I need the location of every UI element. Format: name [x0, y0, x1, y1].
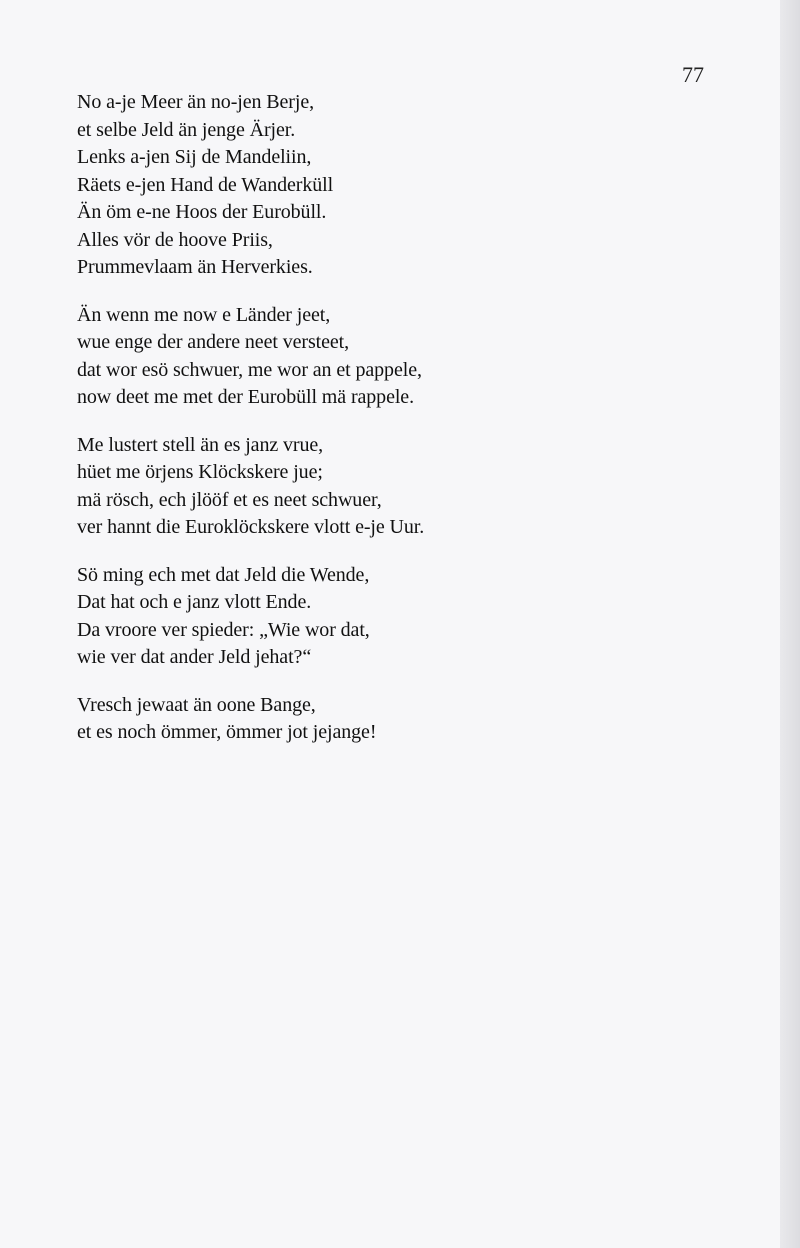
poem-line: et selbe Jeld än jenge Ärjer.: [77, 118, 296, 141]
poem-line: Än öm e-ne Hoos der Eurobüll.: [77, 201, 327, 223]
stanza: [77, 562, 717, 672]
poem-line: Sö ming ech met dat Jeld die Wende,: [77, 563, 370, 586]
poem-line: Me lustert stell än es janz vrue,: [77, 433, 324, 456]
poem-line: now deet me met der Eurobüll mä rappele.: [77, 386, 414, 408]
poem-line: Prummevlaam än Herverkies.: [77, 256, 313, 278]
poem-line: Lenks a-jen Sij de Mandeliin,: [77, 146, 312, 168]
poem-line: wue enge der andere neet versteet,: [77, 331, 350, 353]
poem-line: No a-je Meer än no-jen Berje,: [77, 91, 314, 113]
poem-line: Da vroore ver spieder: „Wie wor dat,: [77, 618, 370, 641]
poem-line: ver hannt die Euroklöckskere vlott e-je Uur.: [77, 516, 425, 538]
poem-line: Dat hat och e janz vlott Ende.: [77, 591, 312, 613]
poem-line: Alles vör de hoove Priis,: [77, 228, 273, 251]
poem-line: dat wor esö schwuer, me wor an et pappele,: [77, 358, 422, 381]
page-number: 77: [682, 62, 704, 87]
page-edge: [780, 0, 800, 1248]
stanza: [77, 89, 717, 282]
poem-line: Än wenn me now e Länder jeet,: [77, 303, 331, 326]
poem: [77, 89, 717, 767]
poem-line: wie ver dat ander Jeld jehat?“: [77, 646, 312, 668]
poem-line: mä rösch, ech jlööf et es neet schwuer,: [77, 488, 382, 511]
stanza: [77, 302, 717, 412]
poem-line: hüet me örjens Klöckskere jue;: [77, 461, 323, 483]
stanza: [77, 432, 717, 542]
poem-line: et es noch ömmer, ömmer jot jejange!: [77, 721, 377, 743]
poem-line: Vresch jewaat än oone Bange,: [77, 693, 316, 716]
stanza: [77, 692, 717, 747]
poem-line: Räets e-jen Hand de Wanderküll: [77, 173, 334, 196]
